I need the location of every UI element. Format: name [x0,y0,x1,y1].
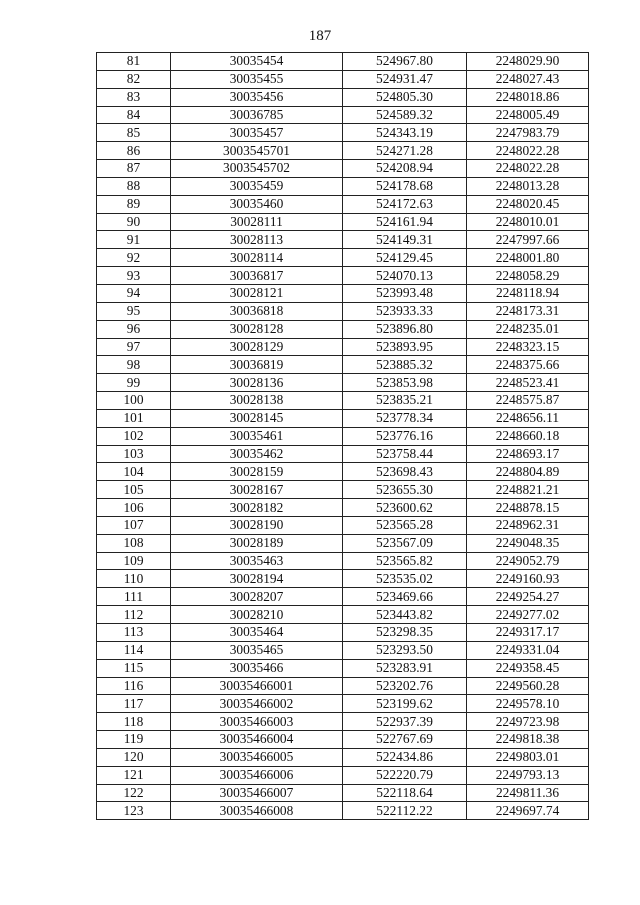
y-coordinate-cell: 2249048.35 [467,534,589,552]
point-id-cell: 30028210 [171,606,343,624]
y-coordinate-cell: 2248005.49 [467,106,589,124]
row-number-cell: 110 [97,570,171,588]
point-id-cell: 30028136 [171,374,343,392]
x-coordinate-cell: 523655.30 [343,481,467,499]
point-id-cell: 30035466008 [171,802,343,820]
table-row [97,695,589,713]
x-coordinate-cell: 523565.82 [343,552,467,570]
row-number-cell: 86 [97,142,171,160]
point-id-cell: 30035462 [171,445,343,463]
table-row [97,249,589,267]
y-coordinate-cell: 2249560.28 [467,677,589,695]
x-coordinate-cell: 523443.82 [343,606,467,624]
point-id-cell: 3003545701 [171,142,343,160]
x-coordinate-cell: 523565.28 [343,516,467,534]
x-coordinate-cell: 523283.91 [343,659,467,677]
row-number-cell: 82 [97,70,171,88]
point-id-cell: 30035465 [171,641,343,659]
point-id-cell: 30035466004 [171,731,343,749]
y-coordinate-cell: 2247983.79 [467,124,589,142]
point-id-cell: 30035466 [171,659,343,677]
row-number-cell: 85 [97,124,171,142]
row-number-cell: 105 [97,481,171,499]
row-number-cell: 104 [97,463,171,481]
row-number-cell: 108 [97,534,171,552]
table-row [97,302,589,320]
row-number-cell: 103 [97,445,171,463]
table-row [97,748,589,766]
table-row [97,213,589,231]
y-coordinate-cell: 2249793.13 [467,766,589,784]
y-coordinate-cell: 2249818.38 [467,731,589,749]
table-row [97,124,589,142]
row-number-cell: 99 [97,374,171,392]
point-id-cell: 30035460 [171,195,343,213]
point-id-cell: 30035461 [171,427,343,445]
table-row [97,499,589,517]
row-number-cell: 120 [97,748,171,766]
y-coordinate-cell: 2247997.66 [467,231,589,249]
row-number-cell: 107 [97,516,171,534]
x-coordinate-cell: 524589.32 [343,106,467,124]
row-number-cell: 113 [97,624,171,642]
x-coordinate-cell: 523698.43 [343,463,467,481]
point-id-cell: 30035466005 [171,748,343,766]
y-coordinate-cell: 2248878.15 [467,499,589,517]
y-coordinate-cell: 2249317.17 [467,624,589,642]
row-number-cell: 94 [97,284,171,302]
y-coordinate-cell: 2248962.31 [467,516,589,534]
x-coordinate-cell: 523469.66 [343,588,467,606]
table-row [97,516,589,534]
x-coordinate-cell: 523567.09 [343,534,467,552]
x-coordinate-cell: 523199.62 [343,695,467,713]
row-number-cell: 109 [97,552,171,570]
point-id-cell: 30036817 [171,267,343,285]
y-coordinate-cell: 2248058.29 [467,267,589,285]
row-number-cell: 101 [97,409,171,427]
table-row [97,570,589,588]
y-coordinate-cell: 2249277.02 [467,606,589,624]
y-coordinate-cell: 2248022.28 [467,142,589,160]
row-number-cell: 83 [97,88,171,106]
row-number-cell: 84 [97,106,171,124]
y-coordinate-cell: 2249160.93 [467,570,589,588]
y-coordinate-cell: 2248173.31 [467,302,589,320]
row-number-cell: 87 [97,160,171,178]
y-coordinate-cell: 2248018.86 [467,88,589,106]
x-coordinate-cell: 523893.95 [343,338,467,356]
x-coordinate-cell: 523835.21 [343,392,467,410]
y-coordinate-cell: 2248375.66 [467,356,589,374]
y-coordinate-cell: 2249723.98 [467,713,589,731]
table-row [97,284,589,302]
point-id-cell: 3003545702 [171,160,343,178]
point-id-cell: 30035466002 [171,695,343,713]
point-id-cell: 30028189 [171,534,343,552]
table-row [97,463,589,481]
row-number-cell: 114 [97,641,171,659]
table-row [97,356,589,374]
point-id-cell: 30035454 [171,53,343,71]
point-id-cell: 30028207 [171,588,343,606]
y-coordinate-cell: 2249358.45 [467,659,589,677]
y-coordinate-cell: 2248013.28 [467,177,589,195]
point-id-cell: 30028121 [171,284,343,302]
point-id-cell: 30028194 [171,570,343,588]
table-row [97,766,589,784]
y-coordinate-cell: 2248660.18 [467,427,589,445]
point-id-cell: 30028190 [171,516,343,534]
point-id-cell: 30028159 [171,463,343,481]
point-id-cell: 30035456 [171,88,343,106]
x-coordinate-cell: 524149.31 [343,231,467,249]
table-row [97,392,589,410]
y-coordinate-cell: 2249811.36 [467,784,589,802]
row-number-cell: 118 [97,713,171,731]
row-number-cell: 96 [97,320,171,338]
x-coordinate-cell: 522118.64 [343,784,467,802]
x-coordinate-cell: 524129.45 [343,249,467,267]
point-id-cell: 30035466007 [171,784,343,802]
x-coordinate-cell: 524967.80 [343,53,467,71]
row-number-cell: 92 [97,249,171,267]
x-coordinate-cell: 523600.62 [343,499,467,517]
table-row [97,409,589,427]
table-row [97,659,589,677]
row-number-cell: 91 [97,231,171,249]
x-coordinate-cell: 522767.69 [343,731,467,749]
row-number-cell: 98 [97,356,171,374]
row-number-cell: 115 [97,659,171,677]
table-row [97,427,589,445]
point-id-cell: 30035466006 [171,766,343,784]
point-id-cell: 30028145 [171,409,343,427]
point-id-cell: 30036785 [171,106,343,124]
x-coordinate-cell: 522220.79 [343,766,467,784]
y-coordinate-cell: 2248118.94 [467,284,589,302]
x-coordinate-cell: 522112.22 [343,802,467,820]
point-id-cell: 30035457 [171,124,343,142]
coordinates-table [96,52,589,820]
x-coordinate-cell: 523293.50 [343,641,467,659]
x-coordinate-cell: 523896.80 [343,320,467,338]
x-coordinate-cell: 523933.33 [343,302,467,320]
y-coordinate-cell: 2248029.90 [467,53,589,71]
x-coordinate-cell: 524178.68 [343,177,467,195]
x-coordinate-cell: 524208.94 [343,160,467,178]
table-row [97,374,589,392]
table-row [97,267,589,285]
x-coordinate-cell: 523778.34 [343,409,467,427]
point-id-cell: 30028111 [171,213,343,231]
table-row [97,731,589,749]
row-number-cell: 81 [97,53,171,71]
x-coordinate-cell: 523776.16 [343,427,467,445]
table-row [97,320,589,338]
x-coordinate-cell: 523758.44 [343,445,467,463]
x-coordinate-cell: 524070.13 [343,267,467,285]
y-coordinate-cell: 2248656.11 [467,409,589,427]
row-number-cell: 119 [97,731,171,749]
x-coordinate-cell: 522937.39 [343,713,467,731]
point-id-cell: 30035463 [171,552,343,570]
table-row [97,784,589,802]
point-id-cell: 30028182 [171,499,343,517]
x-coordinate-cell: 524172.63 [343,195,467,213]
table-row [97,142,589,160]
y-coordinate-cell: 2248235.01 [467,320,589,338]
point-id-cell: 30028128 [171,320,343,338]
table-row [97,160,589,178]
point-id-cell: 30035459 [171,177,343,195]
x-coordinate-cell: 522434.86 [343,748,467,766]
table-body [97,53,589,820]
table-row [97,195,589,213]
y-coordinate-cell: 2249331.04 [467,641,589,659]
y-coordinate-cell: 2249697.74 [467,802,589,820]
row-number-cell: 112 [97,606,171,624]
table-row [97,70,589,88]
table-row [97,106,589,124]
table-row [97,88,589,106]
row-number-cell: 89 [97,195,171,213]
point-id-cell: 30035466001 [171,677,343,695]
row-number-cell: 122 [97,784,171,802]
x-coordinate-cell: 524271.28 [343,142,467,160]
y-coordinate-cell: 2248010.01 [467,213,589,231]
y-coordinate-cell: 2249052.79 [467,552,589,570]
table-row [97,606,589,624]
x-coordinate-cell: 524161.94 [343,213,467,231]
point-id-cell: 30036818 [171,302,343,320]
table-row [97,641,589,659]
point-id-cell: 30028167 [171,481,343,499]
y-coordinate-cell: 2248804.89 [467,463,589,481]
x-coordinate-cell: 524805.30 [343,88,467,106]
table-row [97,677,589,695]
y-coordinate-cell: 2249578.10 [467,695,589,713]
table-row [97,624,589,642]
row-number-cell: 90 [97,213,171,231]
point-id-cell: 30028114 [171,249,343,267]
table-row [97,481,589,499]
row-number-cell: 121 [97,766,171,784]
row-number-cell: 123 [97,802,171,820]
x-coordinate-cell: 523298.35 [343,624,467,642]
point-id-cell: 30035455 [171,70,343,88]
page-number: 187 [308,28,332,44]
row-number-cell: 111 [97,588,171,606]
y-coordinate-cell: 2248027.43 [467,70,589,88]
table-row [97,802,589,820]
point-id-cell: 30028129 [171,338,343,356]
y-coordinate-cell: 2248001.80 [467,249,589,267]
table-row [97,552,589,570]
table-row [97,338,589,356]
row-number-cell: 95 [97,302,171,320]
row-number-cell: 116 [97,677,171,695]
y-coordinate-cell: 2248323.15 [467,338,589,356]
row-number-cell: 100 [97,392,171,410]
x-coordinate-cell: 523993.48 [343,284,467,302]
x-coordinate-cell: 523853.98 [343,374,467,392]
y-coordinate-cell: 2248821.21 [467,481,589,499]
row-number-cell: 88 [97,177,171,195]
point-id-cell: 30035464 [171,624,343,642]
table-row [97,177,589,195]
point-id-cell: 30028113 [171,231,343,249]
y-coordinate-cell: 2249803.01 [467,748,589,766]
table-row [97,588,589,606]
row-number-cell: 97 [97,338,171,356]
y-coordinate-cell: 2249254.27 [467,588,589,606]
y-coordinate-cell: 2248523.41 [467,374,589,392]
point-id-cell: 30035466003 [171,713,343,731]
x-coordinate-cell: 523535.02 [343,570,467,588]
x-coordinate-cell: 523885.32 [343,356,467,374]
table-row [97,53,589,71]
y-coordinate-cell: 2248020.45 [467,195,589,213]
table-row [97,231,589,249]
point-id-cell: 30036819 [171,356,343,374]
y-coordinate-cell: 2248693.17 [467,445,589,463]
row-number-cell: 102 [97,427,171,445]
point-id-cell: 30028138 [171,392,343,410]
x-coordinate-cell: 523202.76 [343,677,467,695]
x-coordinate-cell: 524931.47 [343,70,467,88]
table-row [97,534,589,552]
x-coordinate-cell: 524343.19 [343,124,467,142]
y-coordinate-cell: 2248575.87 [467,392,589,410]
row-number-cell: 106 [97,499,171,517]
y-coordinate-cell: 2248022.28 [467,160,589,178]
row-number-cell: 117 [97,695,171,713]
table-row [97,713,589,731]
table-row [97,445,589,463]
row-number-cell: 93 [97,267,171,285]
